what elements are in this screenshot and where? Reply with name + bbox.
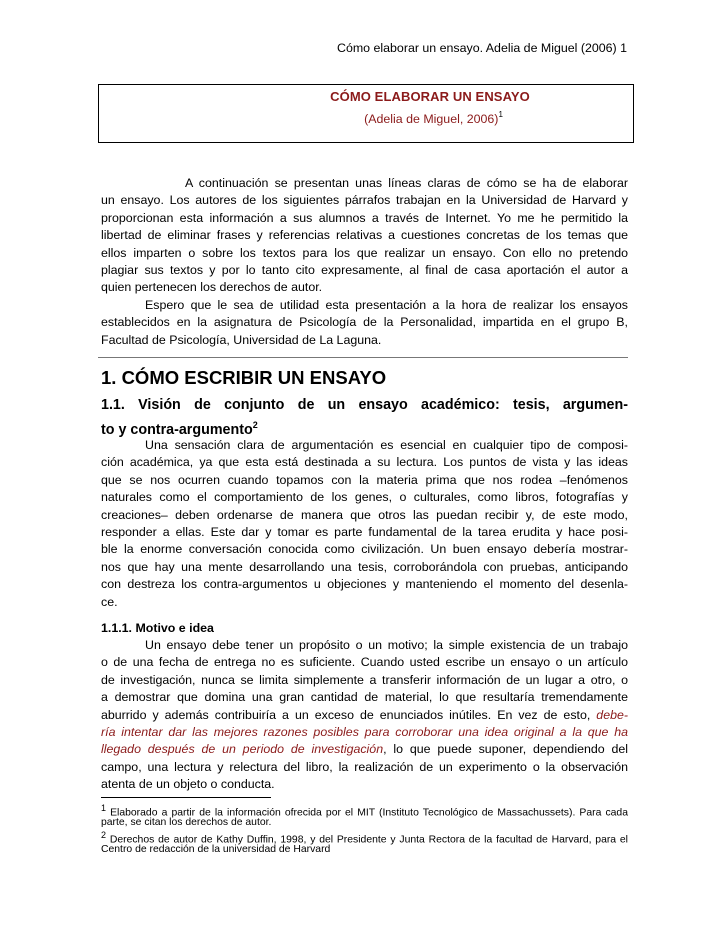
text-line: Un ensayo debe tener un propósito o un motivo; la simple existencia de un trabajo xyxy=(145,638,628,652)
emphasis-text: debe- xyxy=(596,707,628,722)
subsection-heading-1-1-1: 1.1.1. Motivo e idea xyxy=(101,621,214,635)
text-line: campo, una lectura y relectura del libro, la realización de un experimento o la observación xyxy=(101,759,628,774)
text-line xyxy=(101,741,628,758)
document-title: CÓMO ELABORAR UN ENSAYO xyxy=(330,89,530,104)
subsection-heading-1-1 xyxy=(101,395,628,440)
footnote-mark: 2 xyxy=(101,830,107,841)
footnote-2-cont: Centro de redacción de la universidad de Harvard xyxy=(101,843,331,855)
section-heading-1: 1. CÓMO ESCRIBIR UN ENSAYO xyxy=(101,367,387,388)
text-line: de investigación, nunca se limita simplemente a transferir información de un lugar a otro, o xyxy=(101,672,628,687)
text-line: libertad de eliminar frases y referencias relativas a cuestiones concretas de los temas que xyxy=(101,228,628,243)
text-line: a demostrar que domina una gran cantidad de material, lo que resultaría tremendamente xyxy=(101,690,628,705)
text-line: establecidos en la asignatura de Psicología de la Personalidad, impartida en el grupo B, xyxy=(101,315,628,330)
text-line: Espero que le sea de utilidad esta presentación a la hora de realizar los ensayos xyxy=(145,298,628,312)
document-subtitle xyxy=(99,111,633,126)
text-line: creaciones– deben ordenarse de manera que otros las puedan recibir y, de este modo, xyxy=(101,507,628,522)
section-1-1-paragraph xyxy=(101,437,628,611)
text-segment: , lo que puede suponer, dependiendo del xyxy=(383,742,629,757)
text-line: atenta de un objeto o conducta. xyxy=(101,777,275,792)
footnote-ref-2: 2 xyxy=(252,420,258,430)
heading-line: 1.1. Visión de conjunto de un ensayo académico: tesis, argumen- xyxy=(101,397,628,413)
text-line: naturales como el comportamiento de los genes, o culturales, como libros, fotografías y xyxy=(101,490,628,505)
footnote-mark: 1 xyxy=(101,803,107,813)
text-line: un ensayo. Los autores de los siguientes párrafos trabajan en la Universidad de Harvard y xyxy=(101,193,628,208)
emphasis-text: llegado después de un periodo de investigación xyxy=(101,742,384,757)
text-line: proporcionan esta información a sus alumnos a través de Internet. Yo me he permitido la xyxy=(101,210,628,225)
text-line: A continuación se presentan unas líneas claras de cómo se ha de elaborar xyxy=(185,176,628,190)
text-line: ellos imparten o sobre los textos para los que realizar un ensayo. Con ello no pretendo xyxy=(101,245,628,260)
text-line: nos que hay una mente desarrollando una tesis, corroborándola con pruebas, anticipando xyxy=(101,559,628,574)
text-line: Una sensación clara de argumentación es esencial en cualquier tipo de composi- xyxy=(145,438,628,452)
footnote-separator xyxy=(101,797,271,798)
intro-paragraph-1 xyxy=(101,175,628,297)
footnote-1 xyxy=(101,802,628,819)
text-line: ble la enorme conversación conocida como civilización. Un buen ensayo debería mostrar- xyxy=(101,542,628,557)
text-segment: aburrido y además contribuiría a un exceso de enunciados inútiles. En vez de esto, xyxy=(101,707,597,722)
section-1-1-1-paragraph xyxy=(101,637,628,794)
title-box xyxy=(98,84,634,143)
text-line: ce. xyxy=(101,594,118,609)
footnotes xyxy=(101,802,628,856)
footnote-1-cont: parte, se citan los derechos de autor. xyxy=(101,816,272,828)
intro-paragraph-2 xyxy=(101,297,628,349)
section-divider xyxy=(98,357,628,358)
text-line: Facultad de Psicología, Universidad de La Laguna. xyxy=(101,332,382,347)
text-line: responder a ellas. Este dar y tomar es parte fundamental de la tarea erudita y hace posi- xyxy=(101,524,628,539)
footnote-ref-1: 1 xyxy=(498,110,503,119)
text-line: que se nos ocurren cuando topamos con la materia prima que nos rodea –fenómenos xyxy=(101,472,628,487)
text-line: ción académica, ya que esta está destinada a su lectura. Los puntos de vista y las ideas xyxy=(101,455,628,470)
footnote-text: Elaborado a partir de la información ofrecida por el MIT (Instituto Tecnológico de Massachussets). Para cada xyxy=(106,807,628,819)
text-line: quien pertenecen los derechos de autor. xyxy=(101,280,323,295)
heading-text: to y contra-argumento xyxy=(101,421,253,438)
footnote-2 xyxy=(101,829,628,846)
text-line: plagiar sus textos y por lo tanto cito expresamente, al final de casa aportación el autor a xyxy=(101,262,628,277)
footnote-text: Derechos de autor de Kathy Duffin, 1998, y del Presidente y Junta Rectora de la facultad de Harvard, para el xyxy=(106,834,628,846)
text-line xyxy=(101,707,628,724)
text-line: o de una fecha de entrega no es suficiente. Cuando usted escribe un ensayo o un artículo xyxy=(101,655,628,670)
emphasis-line: ría intentar dar las mejores razones posibles para corroborar una idea original a la que ha xyxy=(101,724,628,739)
running-header: Cómo elaborar un ensayo. Adelia de Miguel (2006) 1 xyxy=(337,41,627,55)
text-line: con destreza los contra-argumentos u objeciones y manteniendo el momento del desenla- xyxy=(101,577,628,592)
author-line: (Adelia de Miguel, 2006) xyxy=(364,112,499,127)
